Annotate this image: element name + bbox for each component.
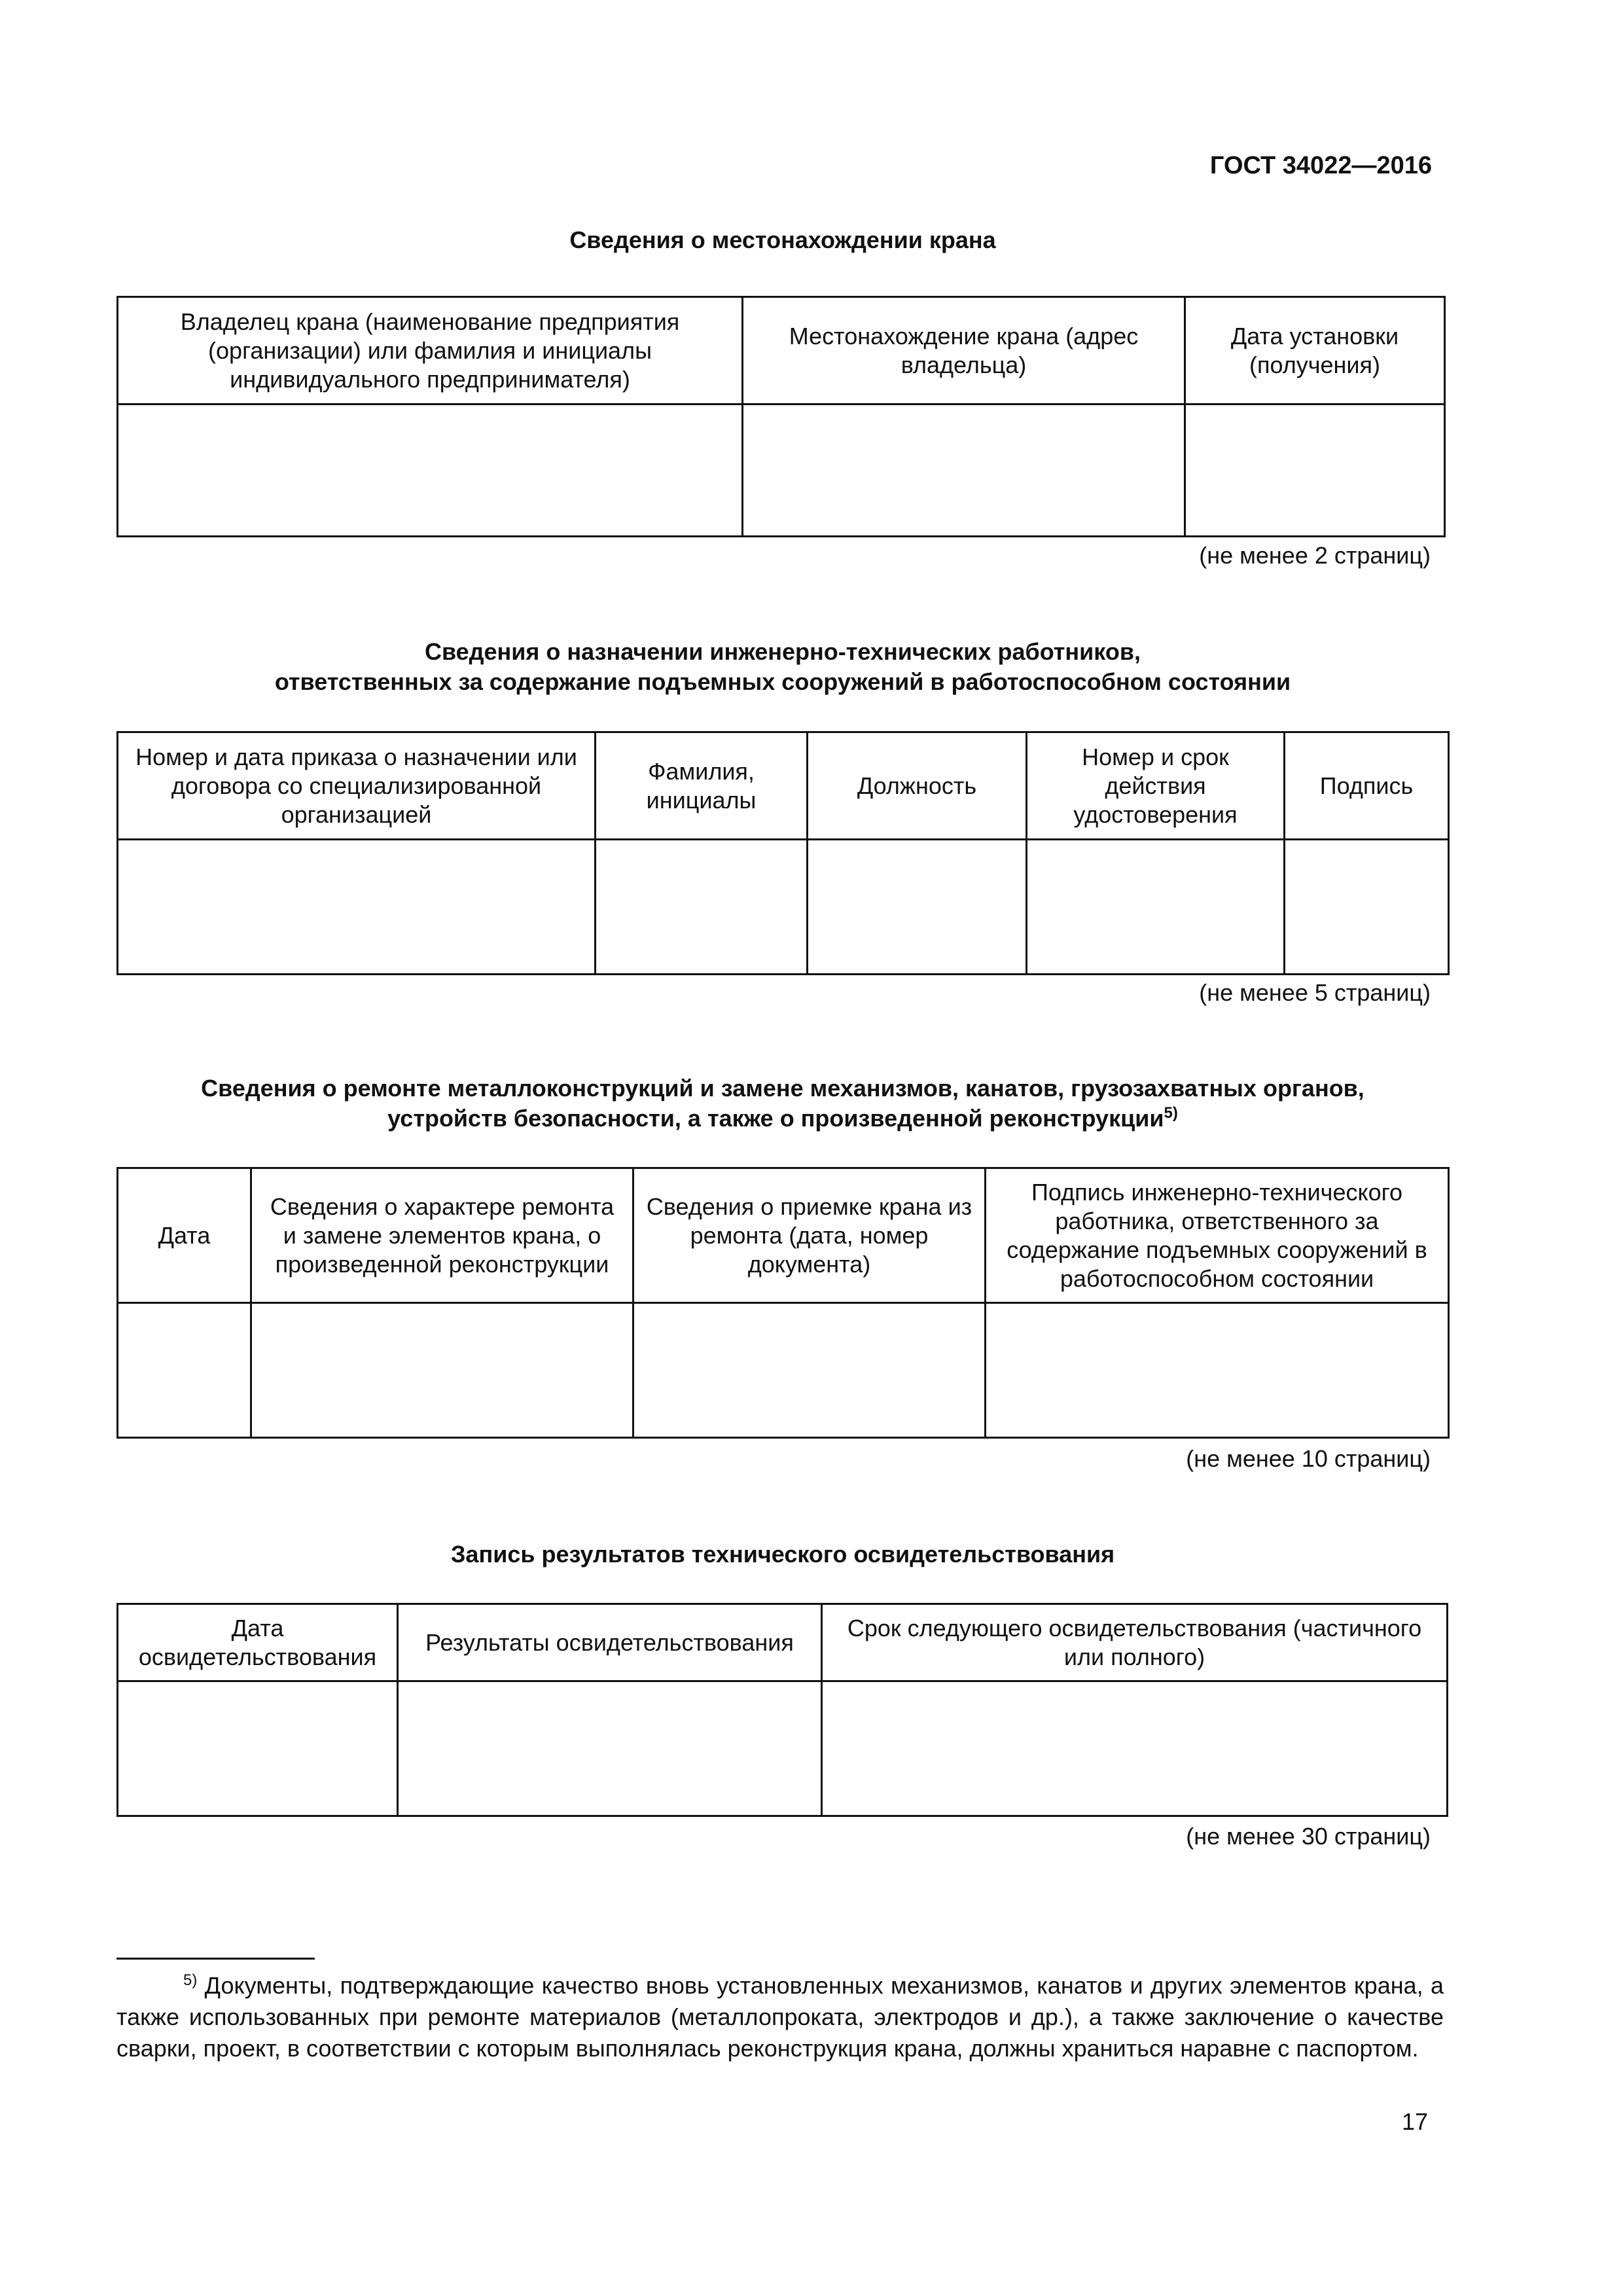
entry-cell[interactable] [822, 1681, 1448, 1816]
section-1-title: Сведения о местонахождении крана [569, 226, 996, 253]
header-cell: Сведения о характере ремонта и замене элементов крана, о произведенной реконструкции [251, 1168, 633, 1303]
entry-cell[interactable] [118, 404, 743, 537]
entry-cell[interactable] [986, 1303, 1449, 1438]
entry-cell[interactable] [1027, 840, 1285, 975]
entry-cell[interactable] [118, 1303, 251, 1438]
header-cell: Номер и срок действия удостоверения [1027, 732, 1285, 840]
header-cell: Подпись инженерно-технического работника, ответственного за содержание подъемных сооружений в работоспособном состоянии [986, 1168, 1449, 1303]
page-number: 17 [1401, 2108, 1428, 2135]
entry-cell[interactable] [1185, 404, 1445, 537]
entry-cell[interactable] [398, 1681, 822, 1816]
footnote-body [116, 1970, 1444, 2064]
footnote-marker: 5) [183, 1971, 198, 1989]
header-cell: Результаты освидетельствования [398, 1604, 822, 1681]
location-table [116, 296, 1446, 537]
entry-cell[interactable] [596, 840, 808, 975]
standard-number: ГОСТ 34022—2016 [1209, 152, 1432, 179]
page-count-note: (не менее 5 страниц) [1199, 979, 1431, 1006]
header-cell: Дата [118, 1168, 251, 1303]
engineers-table [116, 731, 1450, 975]
inspection-table [116, 1603, 1448, 1817]
section-3-title-line-1: Сведения о ремонте металлоконструкций и замене механизмов, канатов, грузозахватных органов, [201, 1075, 1364, 1102]
header-cell: Фамилия, инициалы [596, 732, 808, 840]
header-cell: Подпись [1285, 732, 1449, 840]
section-2-title [116, 637, 1449, 697]
entry-cell[interactable] [118, 840, 596, 975]
header-cell: Номер и дата приказа о назначении или договора со специализированной организацией [118, 732, 596, 840]
repairs-table [116, 1167, 1450, 1439]
footnote-text: Документы, подтверждающие качество вновь установленных механизмов, канатов и других элементов крана, а также использованных при ремонте материалов (металлопроката, электродов и др.), а также заключение о качестве сварки, проект, в соответствии с которым выполнялась реконструкция крана, должны храниться наравне с паспортом. [116, 1972, 1444, 2062]
section-3-title-text: устройств безопасности, а также о произведенной реконструкции [387, 1105, 1164, 1132]
header-cell: Дата освидетельствования [118, 1604, 398, 1681]
page-count-note: (не менее 30 страниц) [1186, 1823, 1431, 1850]
header-cell: Местонахождение крана (адрес владельца) [743, 297, 1185, 404]
entry-cell[interactable] [118, 1681, 398, 1816]
footnote [116, 1970, 1444, 2064]
footnote-reference[interactable]: 5) [1164, 1104, 1178, 1122]
entry-cell[interactable] [1285, 840, 1449, 975]
section-3-title-line-2 [116, 1103, 1449, 1134]
page-count-note: (не менее 10 страниц) [1186, 1445, 1431, 1472]
header-cell: Сведения о приемке крана из ремонта (дата, номер документа) [633, 1168, 986, 1303]
header-cell: Срок следующего освидетельствования (частичного или полного) [822, 1604, 1448, 1681]
entry-cell[interactable] [633, 1303, 986, 1438]
entry-cell[interactable] [743, 404, 1185, 537]
section-3-title [116, 1073, 1449, 1134]
header-cell: Владелец крана (наименование предприятия (организации) или фамилия и инициалы индивидуального предпринимателя) [118, 297, 743, 404]
header-cell: Дата установки (получения) [1185, 297, 1445, 404]
entry-cell[interactable] [251, 1303, 633, 1438]
footnote-divider [116, 1958, 315, 1960]
entry-cell[interactable] [808, 840, 1027, 975]
section-2-title-line-1: Сведения о назначении инженерно-технических работников, [425, 638, 1141, 665]
page-count-note: (не менее 2 страниц) [1199, 542, 1431, 569]
section-4-title: Запись результатов технического освидетельствования [450, 1541, 1115, 1568]
section-2-title-line-2: ответственных за содержание подъемных сооружений в работоспособном состоянии [274, 668, 1291, 695]
header-cell: Должность [808, 732, 1027, 840]
